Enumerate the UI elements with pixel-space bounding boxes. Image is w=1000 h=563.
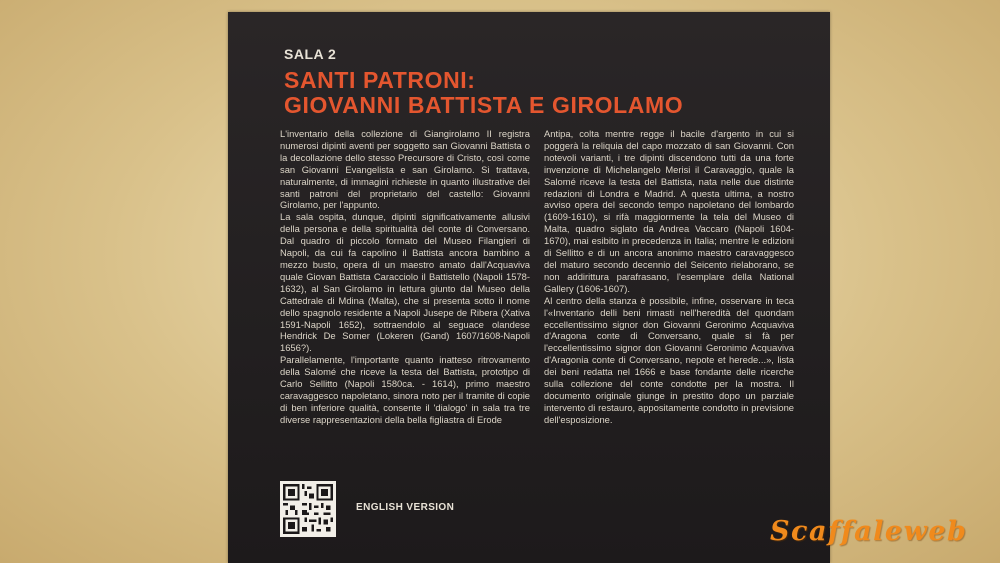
paragraph: Parallelamente, l'importante quanto inatteso ritrovamento della Salomé che riceve la testa del Battista, prototipo di Carlo Sellitto (Napoli 1580ca. - 1614), primo maestro caravaggesco napoletano, sinora noto per il tramite di copie di ben inferiore qualità, consente il 'dialogo' in sala tra tre diverse rappresentazioni della bella figliastra di Erode [280, 354, 530, 425]
sign-title [284, 68, 824, 118]
watermark: Scaffaleweb [770, 516, 968, 547]
exhibition-sign [228, 12, 830, 563]
qr-code-icon[interactable] [280, 481, 336, 537]
english-version-label[interactable]: ENGLISH VERSION [356, 502, 455, 513]
paragraph: Antipa, colta mentre regge il bacile d'argento in cui si poggerà la reliquia del capo mozzato di san Giovanni. Con notevoli varianti, i tre dipinti discendono tutti da una forte invenzione di Michelangelo Merisi il Caravaggio, quale la Salomé riceve la testa del Battista, nata nelle due distinte redazioni di Londra e Madrid. A questa ultima, a nostro avviso opera del secondo tempo napoletano del lombardo (1609-1610), si rifà maggiormente la tela del Museo di Malta, quadro siglato da Andrea Vaccaro (Napoli 1604-1670), mai esibito in precedenza in Italia; mentre le edizioni di Sellitto e di un ancora anonimo maestro caravaggesco del maturo secondo decennio del Seicento rielaborano, se non addirittura parafrasano, l'esemplare della National Gallery (1606-1607). [544, 128, 794, 294]
title-line-1: SANTI PATRONI: [284, 67, 476, 93]
paragraph: La sala ospita, dunque, dipinti significativamente allusivi della persona e della spiritualità del conte di Conversano. Dal quadro di piccolo formato del Museo Filangieri di Napoli, da cui fa capolino il Battista ancora bambino a mezzo busto, opera di un maestro amato dall'Acquaviva quale Giovan Battista Caracciolo il Battistello (Napoli 1578-1632), al San Girolamo in lettura giunto dal Museo della Cattedrale di Mdina (Malta), che si presenta sotto il nome dello spagnolo residente a Napoli Jusepe de Ribera (Xativa 1591-Napoli 1652), sottraendolo al seguace olandese Hendrick De Somer (Lokeren (Gand) 1607/1608-Napoli 1656?). [280, 211, 530, 354]
text-column-left [280, 128, 530, 426]
text-column-right [544, 128, 794, 426]
room-label: SALA 2 [284, 46, 337, 62]
paragraph: Al centro della stanza è possibile, infine, osservare in teca l'«Inventario delli beni rimasti nell'heredità del quondam eccellentissimo signor don Giovanni Geronimo Acquaviva d'Aragona conte di Conversano, quale si fà per l'eccellentissimo signor don Giovanni Geronimo Acquaviva d'Aragonia conte di Conversano, nepote et herede...», lista dei beni redatta nel 1666 e base fondante delle ricerche sulla collezione del conte condotte per la mostra. Il documento originale giunge in prestito dopo un parziale intervento di restauro, appositamente condotto in previsione dell'esposizione. [544, 294, 794, 425]
title-line-2: GIOVANNI BATTISTA E GIROLAMO [284, 92, 684, 118]
paragraph: L'inventario della collezione di Giangirolamo II registra numerosi dipinti aventi per soggetto san Giovanni Battista o la decollazione dello stesso Precursore di Cristo, così come san Giovanni Evangelista e san Girolamo. Si trattava, naturalmente, di immagini richieste in quanto illustrative dei santi patroni del proprietario del castello: Giovanni Girolamo, per l'appunto. [280, 128, 530, 211]
qr-code-graphic [283, 484, 333, 534]
